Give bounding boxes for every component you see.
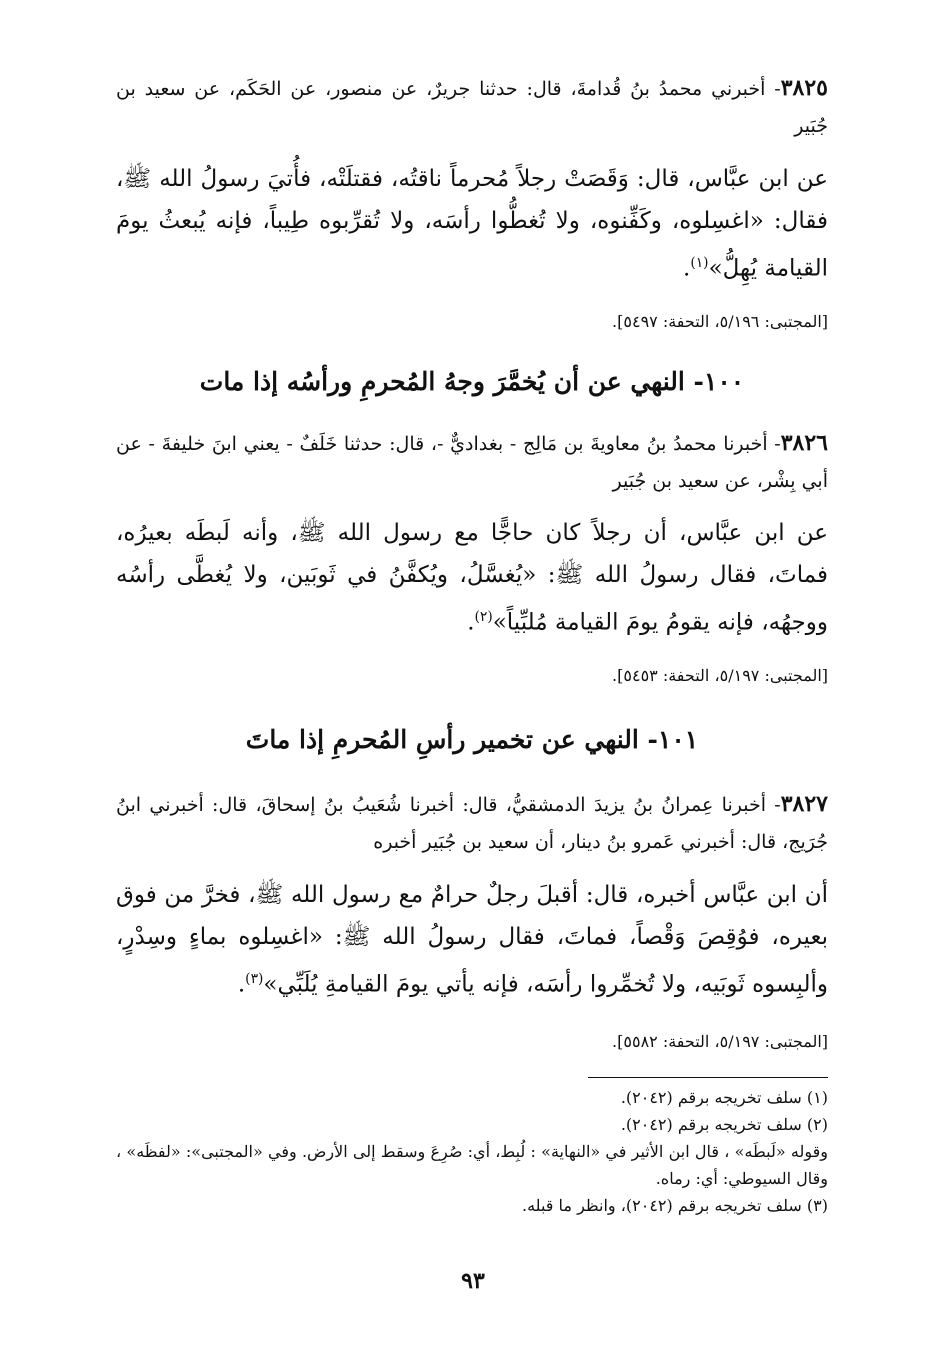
isnad-text: - أخبرنا عِمرانُ بنُ يزيدَ الدمشقيُّ، قال: أخبرنا شُعَيبُ بنُ إسحاقَ، قال: أخبرني ابنُ جُرَيج، قال: أخبرني عَمرو بنُ دينار، أن سعيد بن جُبَير أخبره bbox=[116, 794, 828, 853]
footnote-2: (٢) سلف تخريجه برقم (٢٠٤٢). bbox=[620, 1115, 828, 1134]
matn-end: . bbox=[467, 609, 475, 636]
hadith-number: ٣٨٢٥ bbox=[780, 75, 828, 101]
hadith-3825-reference: [المجتبى: ٥/١٩٦، التحفة: ٥٤٩٧]. bbox=[612, 312, 828, 331]
footnote-mark: (٢) bbox=[474, 609, 493, 625]
chapter-100-title: ١٠٠- النهي عن أن يُخمَّرَ وجهُ المُحرمِ ورأسُه إذا مات bbox=[199, 367, 745, 396]
hadith-3825-matn bbox=[116, 158, 828, 290]
hadith-3825-isnad bbox=[116, 70, 828, 145]
isnad-text: - أخبرني محمدُ بنُ قُدامةَ، قال: حدثنا جريرٌ، عن منصور، عن الحَكَم، عن سعيد بن جُبَير bbox=[116, 78, 828, 137]
footnote-3: (٣) سلف تخريجه برقم (٢٠٤٢)، وانظر ما قبله. bbox=[522, 1196, 828, 1215]
hadith-3827-isnad bbox=[116, 786, 828, 861]
isnad-text: - أخبرنا محمدُ بنُ معاويةَ بن مَالِج - بغداديٌّ -، قال: حدثنا خَلَفٌ - يعني ابنَ خليفةَ - عن أبي بِشْر، عن سعيد بن جُبَير bbox=[116, 433, 828, 492]
hadith-3826-isnad bbox=[116, 425, 828, 500]
matn-end: . bbox=[237, 971, 246, 998]
footnote-mark: (١) bbox=[690, 255, 709, 271]
footnote-2-comment: وقوله «لَبطَه» ، قال ابن الأثير في «النهاية» : لُبِط، أي: صُرِعَ وسقط إلى الأرض. وفي «المجتبى»: «لفظَه» ، وقال السيوطي: أي: رماه. bbox=[116, 1142, 828, 1188]
hadith-3826-matn bbox=[116, 512, 828, 644]
matn-text: عن ابن عبَّاس، أن رجلاً كان حاجًّا مع رسول الله ﷺ، وأنه لَبطَه بعيرُه، فماتَ، فقال رسولُ الله ﷺ: «يُغسَّلُ، ويُكفَّنُ في ثَوبَين، ولا يُغطَّى رأسُه ووجهُه، فإنه يقومُ يومَ القيامة مُلبِّياً» bbox=[116, 520, 828, 636]
page-number: ٩٣ bbox=[461, 1268, 485, 1294]
chapter-101-title: ١٠١- النهي عن تخمير رأسِ المُحرمِ إذا ماتَ bbox=[245, 725, 699, 754]
footnote-separator bbox=[588, 1077, 828, 1078]
matn-end: . bbox=[683, 255, 691, 282]
matn-text: أن ابن عبَّاس أخبره، قال: أقبلَ رجلٌ حرامٌ مع رسول الله ﷺ، فخرَّ من فوق بعيره، فوُقِصَ وَقْصاً، فماتَ، فقال رسولُ الله ﷺ: «اغسِلوه بماءٍ وسِدْرٍ، وألبِسوه ثَوبَيه، ولا تُخمِّروا رأسَه، فإنه يأتي يومَ القيامةِ يُلَبِّي» bbox=[116, 882, 828, 998]
hadith-number: ٣٨٢٦ bbox=[780, 430, 828, 456]
footnote-1: (١) سلف تخريجه برقم (٢٠٤٢). bbox=[620, 1088, 828, 1107]
hadith-number: ٣٨٢٧ bbox=[780, 791, 828, 817]
hadith-3826-reference: [المجتبى: ٥/١٩٧، التحفة: ٥٤٥٣]. bbox=[612, 666, 828, 685]
hadith-3827-reference: [المجتبى: ٥/١٩٧، التحفة: ٥٥٨٢]. bbox=[612, 1032, 828, 1051]
footnote-mark: (٣) bbox=[245, 971, 264, 987]
hadith-3827-matn bbox=[116, 874, 828, 1006]
footnotes bbox=[116, 1084, 828, 1219]
matn-text: عن ابن عبَّاس، قال: وَقَصَتْ رجلاً مُحرماً ناقتُه، فقتلَتْه، فأُتيَ رسولُ الله ﷺ، فقال: «اغسِلوه، وكَفِّنوه، ولا تُغطُّوا رأسَه، ولا تُقرِّبوه طِيباً، فإنه يُبعثُ يومَ القيامة يُهِلُّ» bbox=[116, 166, 828, 282]
